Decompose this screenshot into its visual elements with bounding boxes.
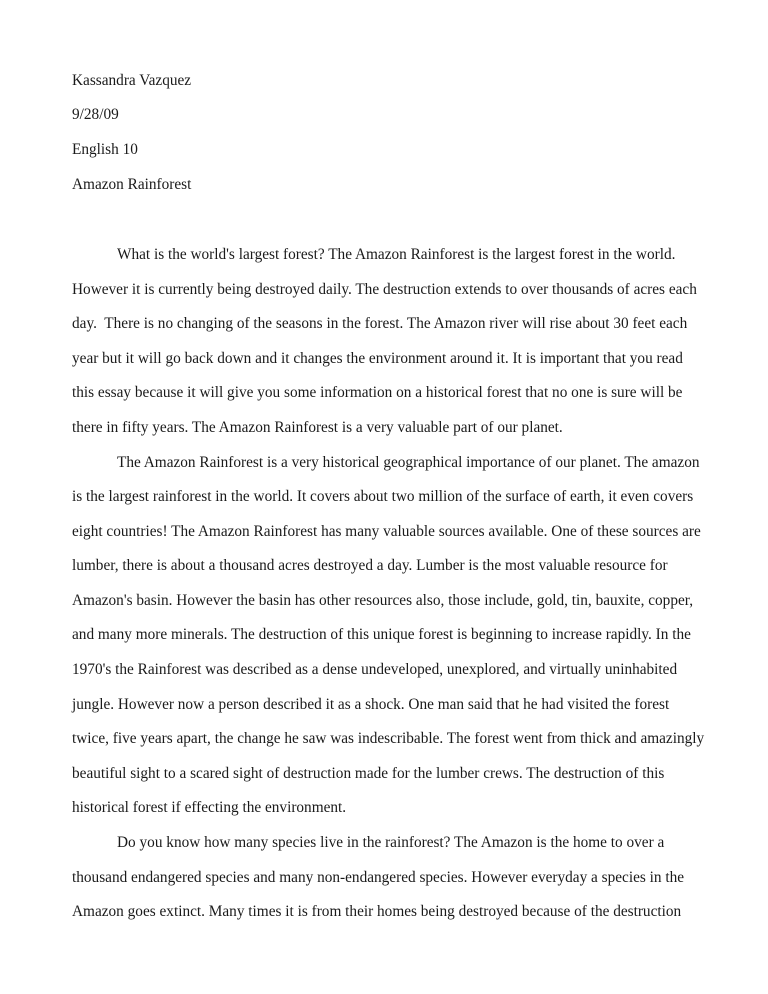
body-line: eight countries! The Amazon Rainforest has many valuable sources available. One of these sources are — [72, 523, 701, 540]
body-line: thousand endangered species and many non-endangered species. However everyday a species in the — [72, 869, 685, 886]
body-line: historical forest if effecting the environment. — [72, 799, 347, 816]
body-line: lumber, there is about a thousand acres destroyed a day. Lumber is the most valuable resource for — [72, 557, 668, 574]
date-line: 9/28/09 — [72, 106, 119, 123]
body-line: Do you know how many species live in the rainforest? The Amazon is the home to over a — [117, 834, 665, 851]
body-line: twice, five years apart, the change he saw was indescribable. The forest went from thick and amazingly — [72, 730, 705, 747]
body-line: beautiful sight to a scared sight of destruction made for the lumber crews. The destruction of this — [72, 765, 665, 782]
body-line: this essay because it will give you some information on a historical forest that no one is sure will be — [72, 384, 683, 401]
body-line: year but it will go back down and it changes the environment around it. It is important that you read — [72, 350, 683, 367]
body-line: day. There is no changing of the seasons in the forest. The Amazon river will rise about 30 feet each — [72, 315, 688, 332]
body-line: Amazon goes extinct. Many times it is from their homes being destroyed because of the destruction — [72, 903, 682, 920]
course-line: English 10 — [72, 141, 138, 158]
body-line: jungle. However now a person described it as a shock. One man said that he had visited the forest — [72, 696, 670, 713]
body-line: is the largest rainforest in the world. It covers about two million of the surface of earth, it even covers — [72, 488, 694, 505]
body-line: However it is currently being destroyed daily. The destruction extends to over thousands of acres each — [72, 281, 697, 298]
essay-title: Amazon Rainforest — [72, 176, 192, 193]
body-line: What is the world's largest forest? The Amazon Rainforest is the largest forest in the world. — [117, 246, 676, 263]
body-line: The Amazon Rainforest is a very historical geographical importance of our planet. The amazon — [117, 454, 700, 471]
body-line: Amazon's basin. However the basin has other resources also, those include, gold, tin, bauxite, copper, — [72, 592, 694, 609]
body-line: there in fifty years. The Amazon Rainforest is a very valuable part of our planet. — [72, 419, 563, 436]
body-line: 1970's the Rainforest was described as a dense undeveloped, unexplored, and virtually uninhabited — [72, 661, 678, 678]
body-line: and many more minerals. The destruction of this unique forest is beginning to increase rapidly. In the — [72, 626, 691, 643]
author-name: Kassandra Vazquez — [72, 72, 192, 89]
